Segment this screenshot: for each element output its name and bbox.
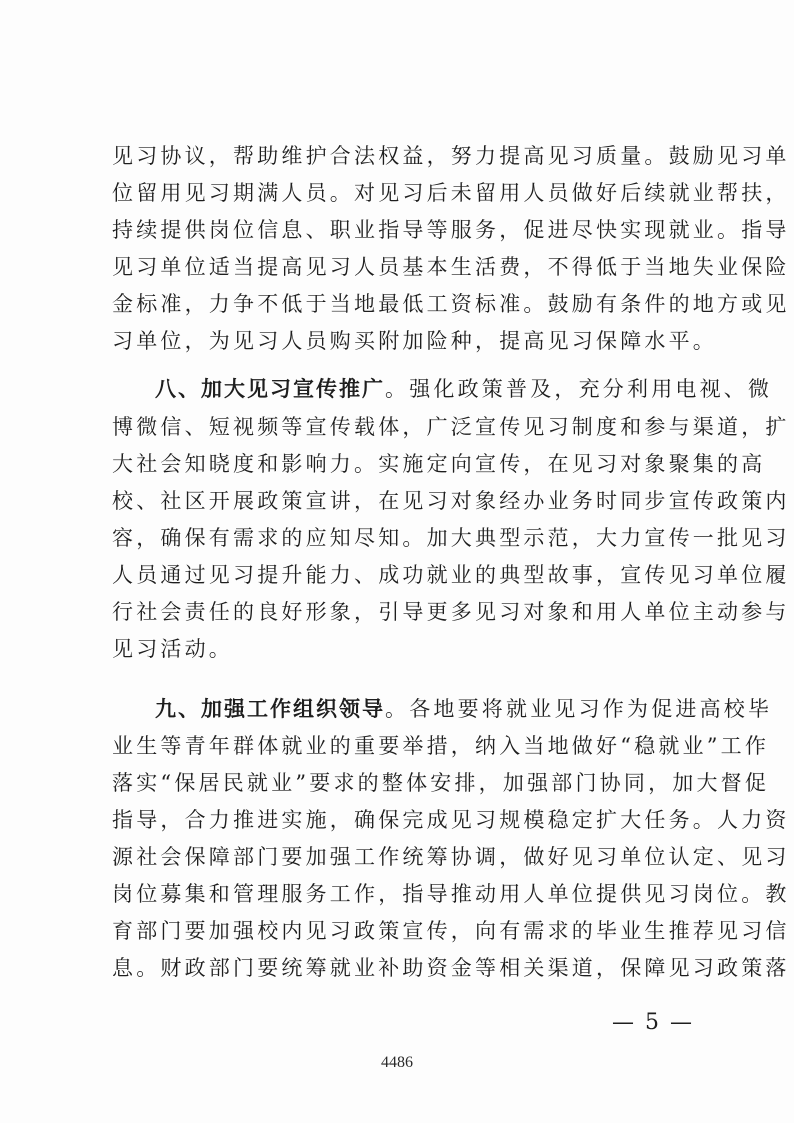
- text-line: 见习活动。: [112, 637, 233, 661]
- section-9-first-line: [155, 694, 773, 724]
- text-line: 校、社区开展政策宣讲，在见习对象经办业务时同步宣传政策内: [112, 489, 790, 513]
- section-8-heading: 八、加大见习宣传推广: [155, 377, 385, 401]
- section-9-first-line-text: 。各地要将就业见习作为促进高校毕: [385, 697, 773, 721]
- text-line: 博微信、短视频等宣传载体，广泛宣传见习制度和参与渠道，扩: [112, 415, 790, 439]
- page-number: — 5 —: [612, 1010, 694, 1035]
- text-line: 金标准，力争不低于当地最低工资标准。鼓励有条件的地方或见: [112, 292, 790, 316]
- text-line: 人员通过见习提升能力、成功就业的典型故事，宣传见习单位履: [112, 563, 790, 587]
- text-line: 见习协议，帮助维护合法权益，努力提高见习质量。鼓励见习单: [112, 144, 790, 168]
- text-line: 息。财政部门要统筹就业补助资金等相关渠道，保障见习政策落: [112, 956, 790, 980]
- text-line: 持续提供岗位信息、职业指导等服务，促进尽快实现就业。指导: [112, 218, 790, 242]
- text-line: 业生等青年群体就业的重要举措，纳入当地做好“稳就业”工作: [112, 734, 770, 758]
- text-line: 岗位募集和管理服务工作，指导推动用人单位提供见习岗位。教: [112, 882, 790, 906]
- text-line: 习单位，为见习人员购买附加险种，提高见习保障水平。: [112, 329, 717, 353]
- section-9-heading: 九、加强工作组织领导: [155, 697, 385, 721]
- text-line: 落实“保居民就业”要求的整体安排，加强部门协同，加大督促: [112, 771, 770, 795]
- text-line: 源社会保障部门要加强工作统筹协调，做好见习单位认定、见习: [112, 845, 790, 869]
- text-line: 指导，合力推进实施，确保完成见习规模稳定扩大任务。人力资: [112, 808, 790, 832]
- section-8-first-line: [155, 374, 773, 404]
- document-number: 4486: [381, 1054, 413, 1071]
- text-line: 育部门要加强校内见习政策宣传，向有需求的毕业生推荐见习信: [112, 919, 790, 943]
- section-8-first-line-text: 。强化政策普及，充分利用电视、微: [385, 377, 773, 401]
- text-line: 行社会责任的良好形象，引导更多见习对象和用人单位主动参与: [112, 600, 790, 624]
- text-line: 容，确保有需求的应知尽知。加大典型示范，大力宣传一批见习: [112, 526, 790, 550]
- text-line: 位留用见习期满人员。对见习后未留用人员做好后续就业帮扶，: [112, 181, 790, 205]
- text-line: 大社会知晓度和影响力。实施定向宣传，在见习对象聚集的高: [112, 452, 766, 476]
- text-line: 见习单位适当提高见习人员基本生活费，不得低于当地失业保险: [112, 255, 790, 279]
